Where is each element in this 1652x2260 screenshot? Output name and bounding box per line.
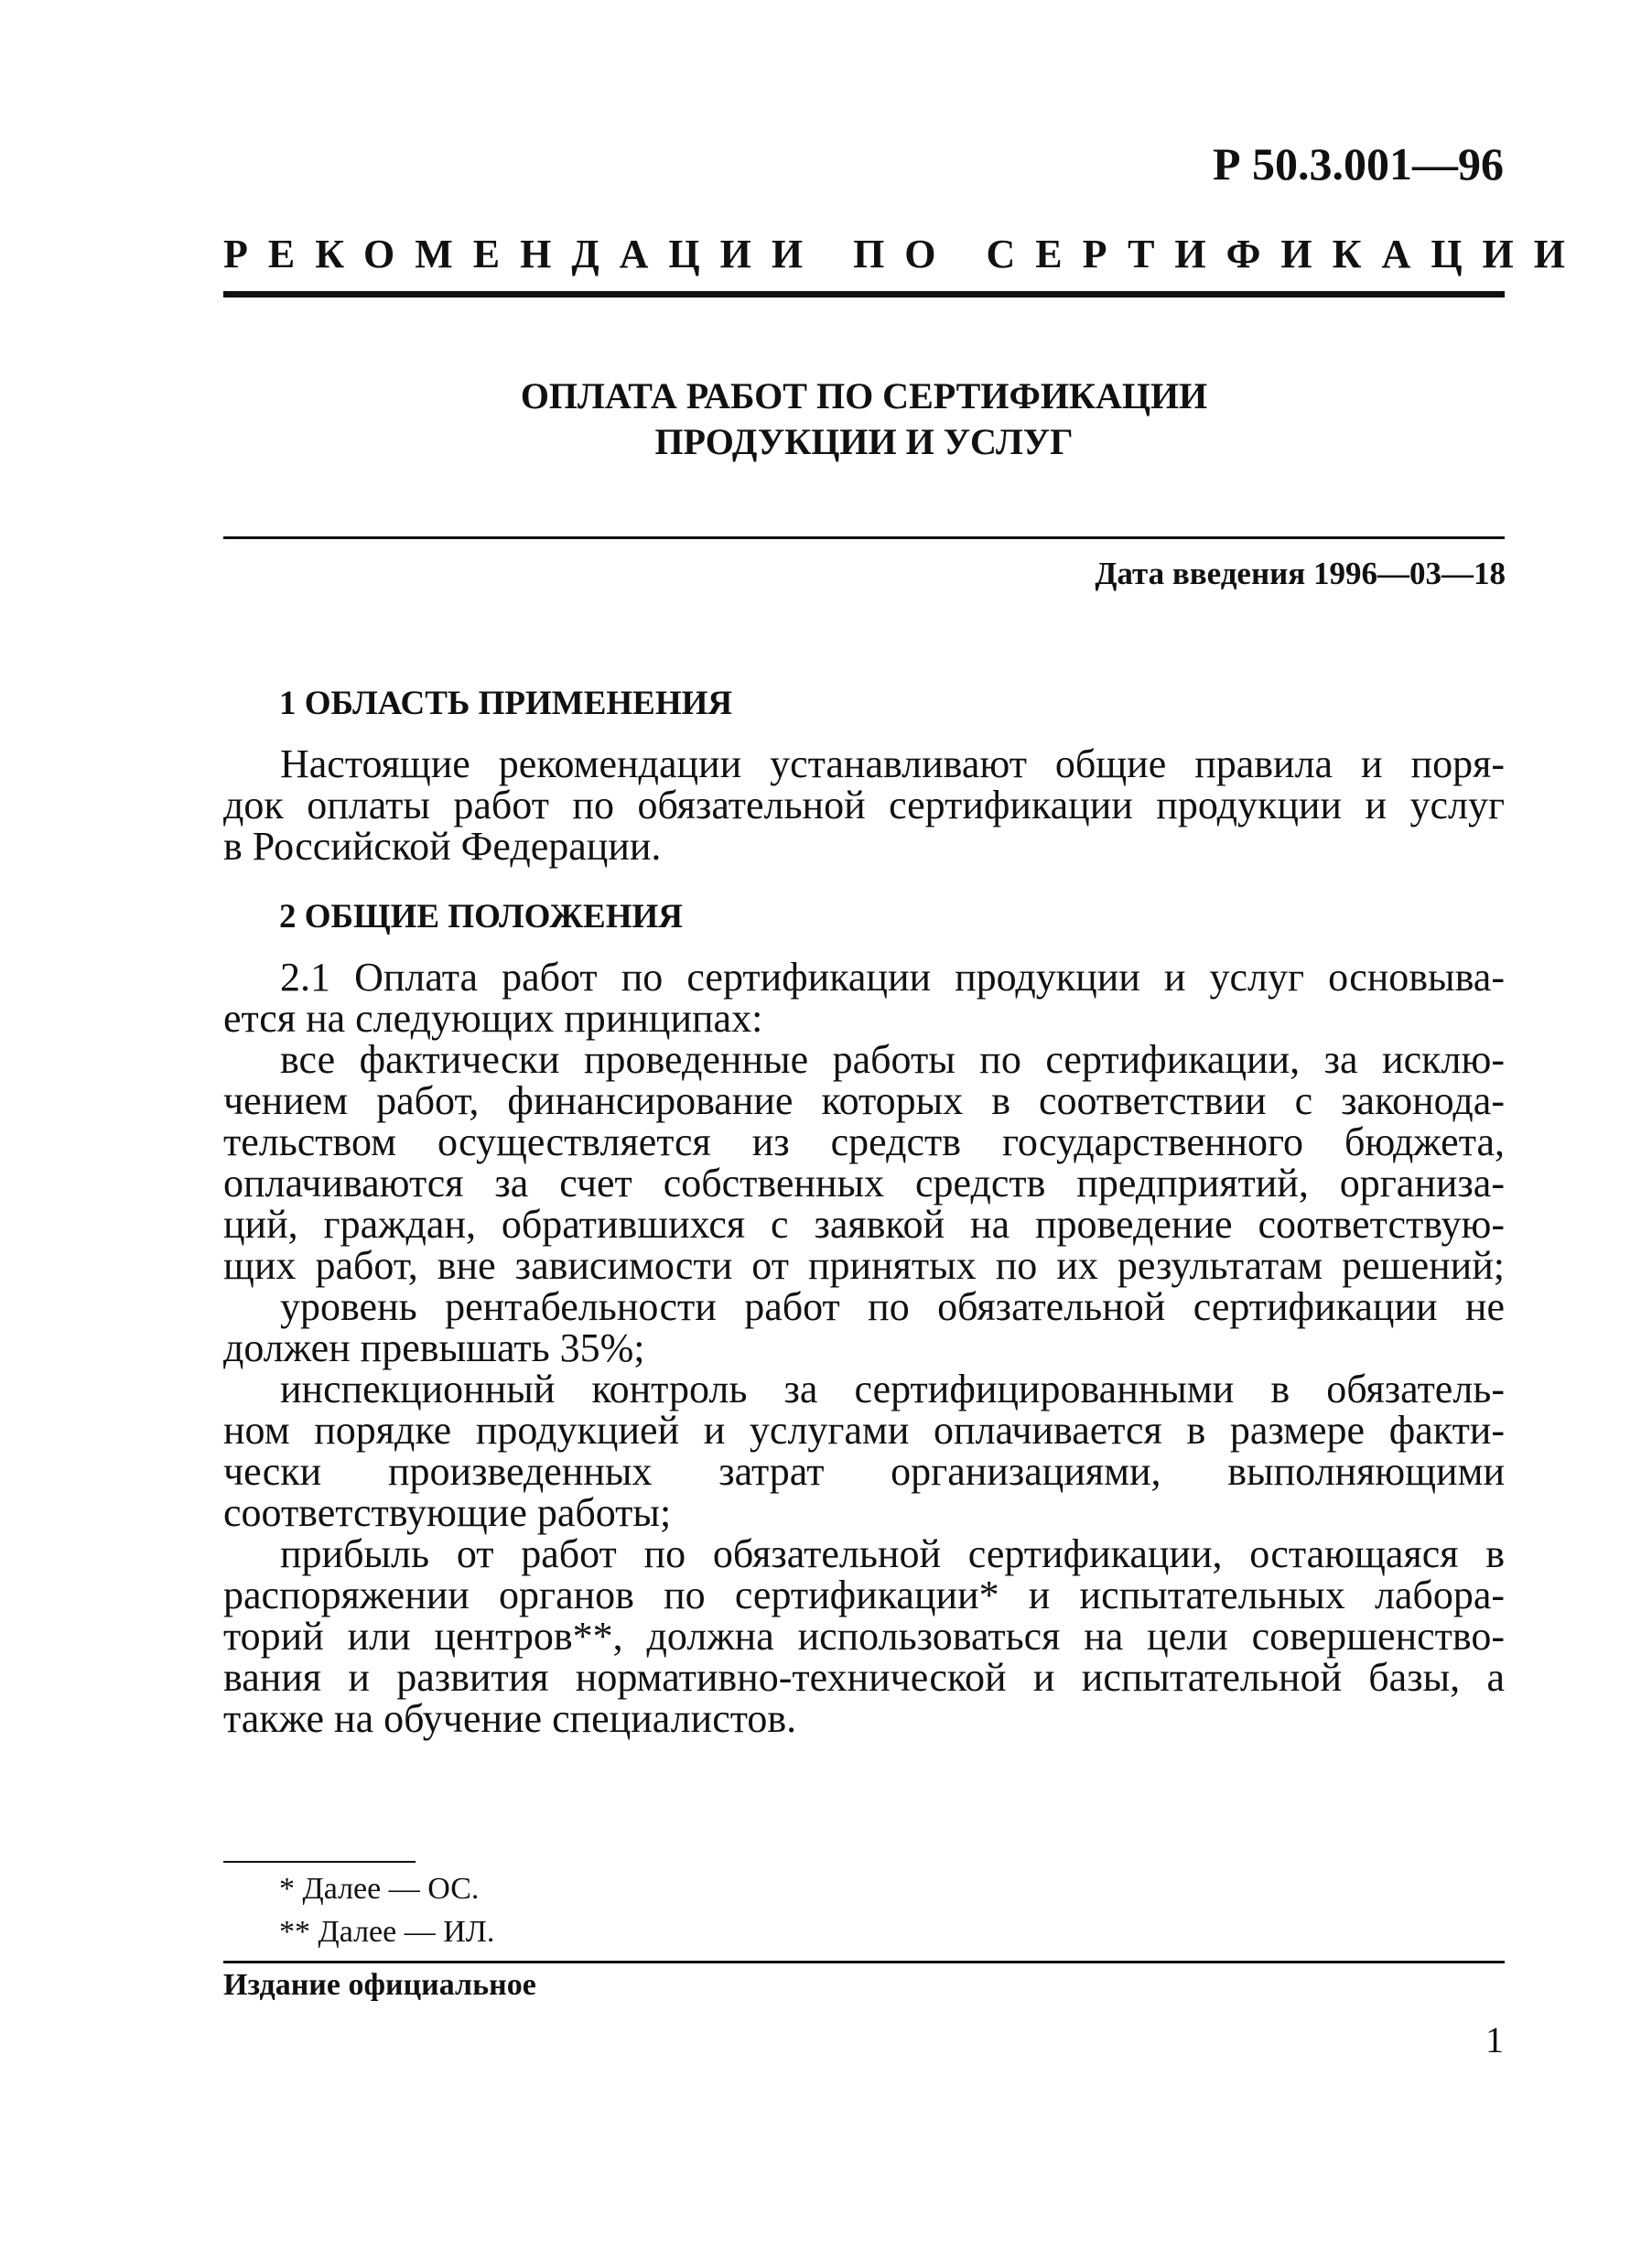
text-line: Настоящие рекомендации устанавливают общие правила и поря- (280, 741, 1505, 786)
text-line: 2.1 Оплата работ по сертификации продукции и услуг основыва- (280, 955, 1505, 1000)
text-line: чением работ, финансирование которых в соответствии с законода- (223, 1078, 1505, 1123)
text-line: все фактически проведенные работы по сертификации, за исклю- (280, 1037, 1505, 1082)
series-title: РЕКОМЕНДАЦИИ ПО СЕРТИФИКАЦИИ (223, 232, 1586, 276)
text-line: док оплаты работ по обязательной сертификации продукции и услуг (223, 783, 1505, 827)
text-line: также на обучение специалистов. (223, 1696, 797, 1741)
text-line: щих работ, вне зависимости от принятых по их результатам решений; (223, 1243, 1505, 1288)
text-line: распоряжении органов по сертификации* и испытательных лабора- (223, 1573, 1505, 1617)
footnote-rule (223, 1861, 416, 1863)
section-heading-general: 2 ОБЩИЕ ПОЛОЖЕНИЯ (279, 898, 684, 935)
page-number: 1 (1485, 2019, 1504, 2060)
text-line: прибыль от работ по обязательной сертификации, остающаяся в (280, 1531, 1505, 1576)
title-line-2: ПРОДУКЦИИ И УСЛУГ (654, 421, 1074, 462)
document-title (223, 373, 1505, 465)
text-line: инспекционный контроль за сертифицированными в обязатель- (280, 1367, 1505, 1411)
footnotes (279, 1867, 494, 1953)
footnote-il: ** Далее — ИЛ. (279, 1915, 495, 1949)
text-line: соответствующие работы; (223, 1490, 672, 1535)
text-line: в Российской Федерации. (223, 824, 662, 869)
footer-rule (223, 1961, 1505, 1963)
text-line: ется на следующих принципах: (223, 996, 763, 1041)
text-line: должен превышать 35%; (223, 1325, 645, 1370)
title-rule (223, 536, 1505, 539)
text-line: ном порядке продукцией и услугами оплачивается в размере факти- (223, 1408, 1505, 1453)
edition-label: Издание официальное (223, 1968, 536, 2002)
text-line: уровень рентабельности работ по обязательной сертификации не (280, 1284, 1505, 1329)
text-line: оплачиваются за счет собственных средств предприятий, организа- (223, 1161, 1505, 1206)
text-line: тельством осуществляется из средств государственного бюджета, (223, 1119, 1505, 1164)
title-line-1: ОПЛАТА РАБОТ ПО СЕРТИФИКАЦИИ (520, 375, 1208, 416)
footnote-os: * Далее — ОС. (279, 1872, 480, 1906)
document-number: Р 50.3.001—96 (1212, 138, 1504, 189)
section-heading-scope: 1 ОБЛАСТЬ ПРИМЕНЕНИЯ (279, 685, 733, 722)
introduction-date: Дата введения 1996—03—18 (1095, 556, 1506, 591)
header-rule (223, 291, 1505, 297)
text-line: торий или центров**, должна использоваться на цели совершенство- (223, 1614, 1505, 1659)
text-line: ций, граждан, обратившихся с заявкой на проведение соответствую- (223, 1202, 1505, 1247)
text-line: вания и развития нормативно-технической и испытательной базы, а (223, 1655, 1505, 1700)
text-line: чески произведенных затрат организациями, выполняющими (223, 1449, 1505, 1494)
section-general-text (223, 957, 1505, 1739)
section-scope-text (223, 743, 1505, 867)
